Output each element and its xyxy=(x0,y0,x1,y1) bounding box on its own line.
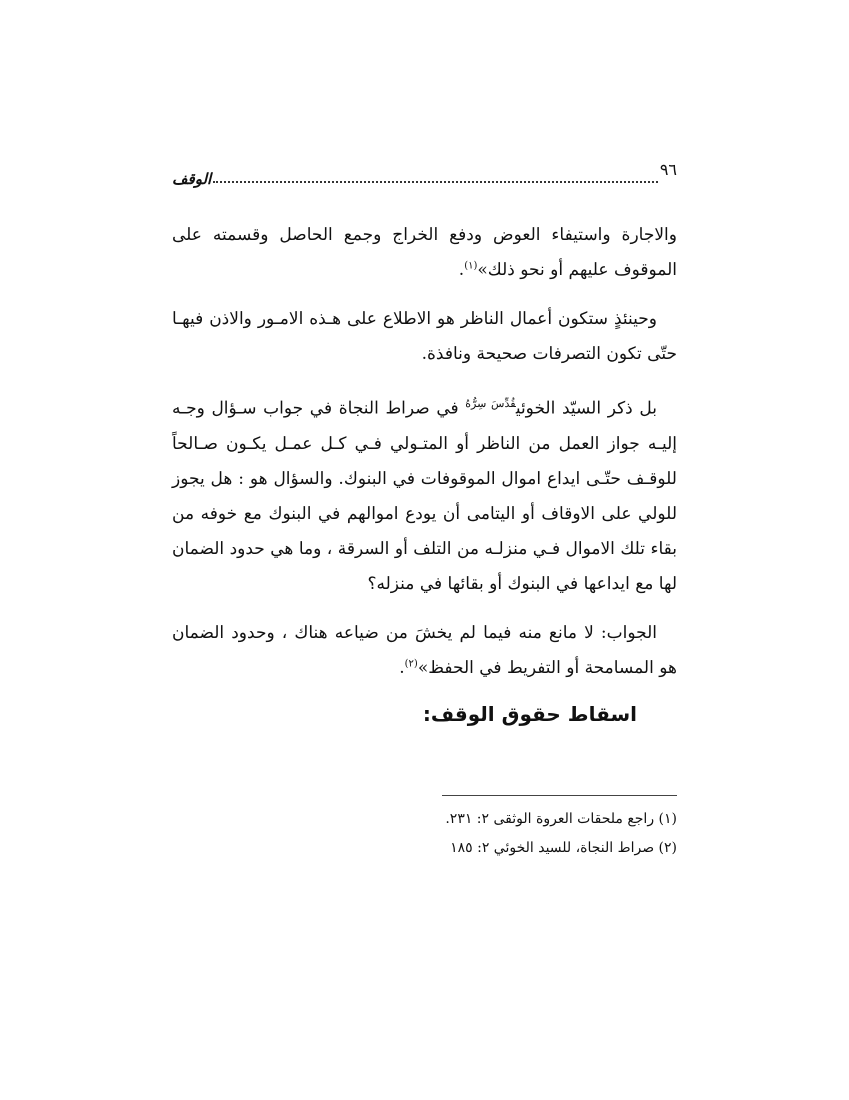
footnote-ref-1: (١) xyxy=(464,260,478,272)
running-header xyxy=(172,160,677,188)
footnotes xyxy=(172,805,677,863)
header-title: الوقف xyxy=(172,170,212,188)
footnote-2: (٢) صراط النجاة، للسيد الخوئي ٢: ١٨٥ xyxy=(450,840,677,856)
paragraph-2 xyxy=(172,302,677,372)
paragraph-4 xyxy=(172,616,677,686)
section-heading: اسقاط حقوق الوقف: xyxy=(422,702,637,726)
footnote-1: (١) راجع ملحقات العروة الوثقى ٢: ٢٣١. xyxy=(445,811,677,827)
page-number: ٩٦ xyxy=(659,160,677,179)
footnote-ref-2: (٢) xyxy=(404,658,418,669)
honorific-mark: قُدِّسَ سِرُّهُ xyxy=(465,397,516,410)
paragraph-3 xyxy=(172,386,677,602)
paragraph-text: والاجارة واستيفاء العوض ودفع الخراج وجمع الحاصل وقسمته على الموقوف عليهم أو نحو ذلك» xyxy=(172,225,677,280)
paragraph-text: وحينئذٍ ستكون أعمال الناظر هو الاطلاع على هـذه الامـور والاذن فيهـا حتّى تكون التصرفات صحيحة ونافذة. xyxy=(172,309,677,364)
paragraph-1 xyxy=(172,218,677,288)
header-dot-leader xyxy=(213,180,658,183)
paragraph-text-cont: في صراط النجاة في جواب سـؤال وجـه إليـه جواز العمل من الناظر أو المتـولي فـي كـل عمـل يكـون صـالحاً للوقـف حتّـى ايداع اموال الموقوفات في البنوك. والسؤال هو : هل يجوز للولي على الاوقاف أو اليتامى أن يودع اموالهم في البنوك مع خوفه من بقاء تلك الاموال فـي منزلـه من التلف أو السرقة ، وما هي حدود الضمان لها مع ايداعها في البنوك أو بقائها في منزله؟ xyxy=(172,398,677,594)
paragraph-text: الجواب: لا مانع منه فيما لم يخشَ من ضياعه هناك ، وحدود الضمان هو المسامحة أو التفريط في الحفظ» xyxy=(172,622,677,678)
paragraph-text: بل ذكر السيّد الخوئي xyxy=(515,398,657,419)
footnote-divider xyxy=(442,795,677,796)
paragraph-end: . xyxy=(399,657,405,678)
paragraph-end: . xyxy=(458,260,465,280)
body-text xyxy=(172,218,677,700)
book-page xyxy=(172,150,677,1050)
